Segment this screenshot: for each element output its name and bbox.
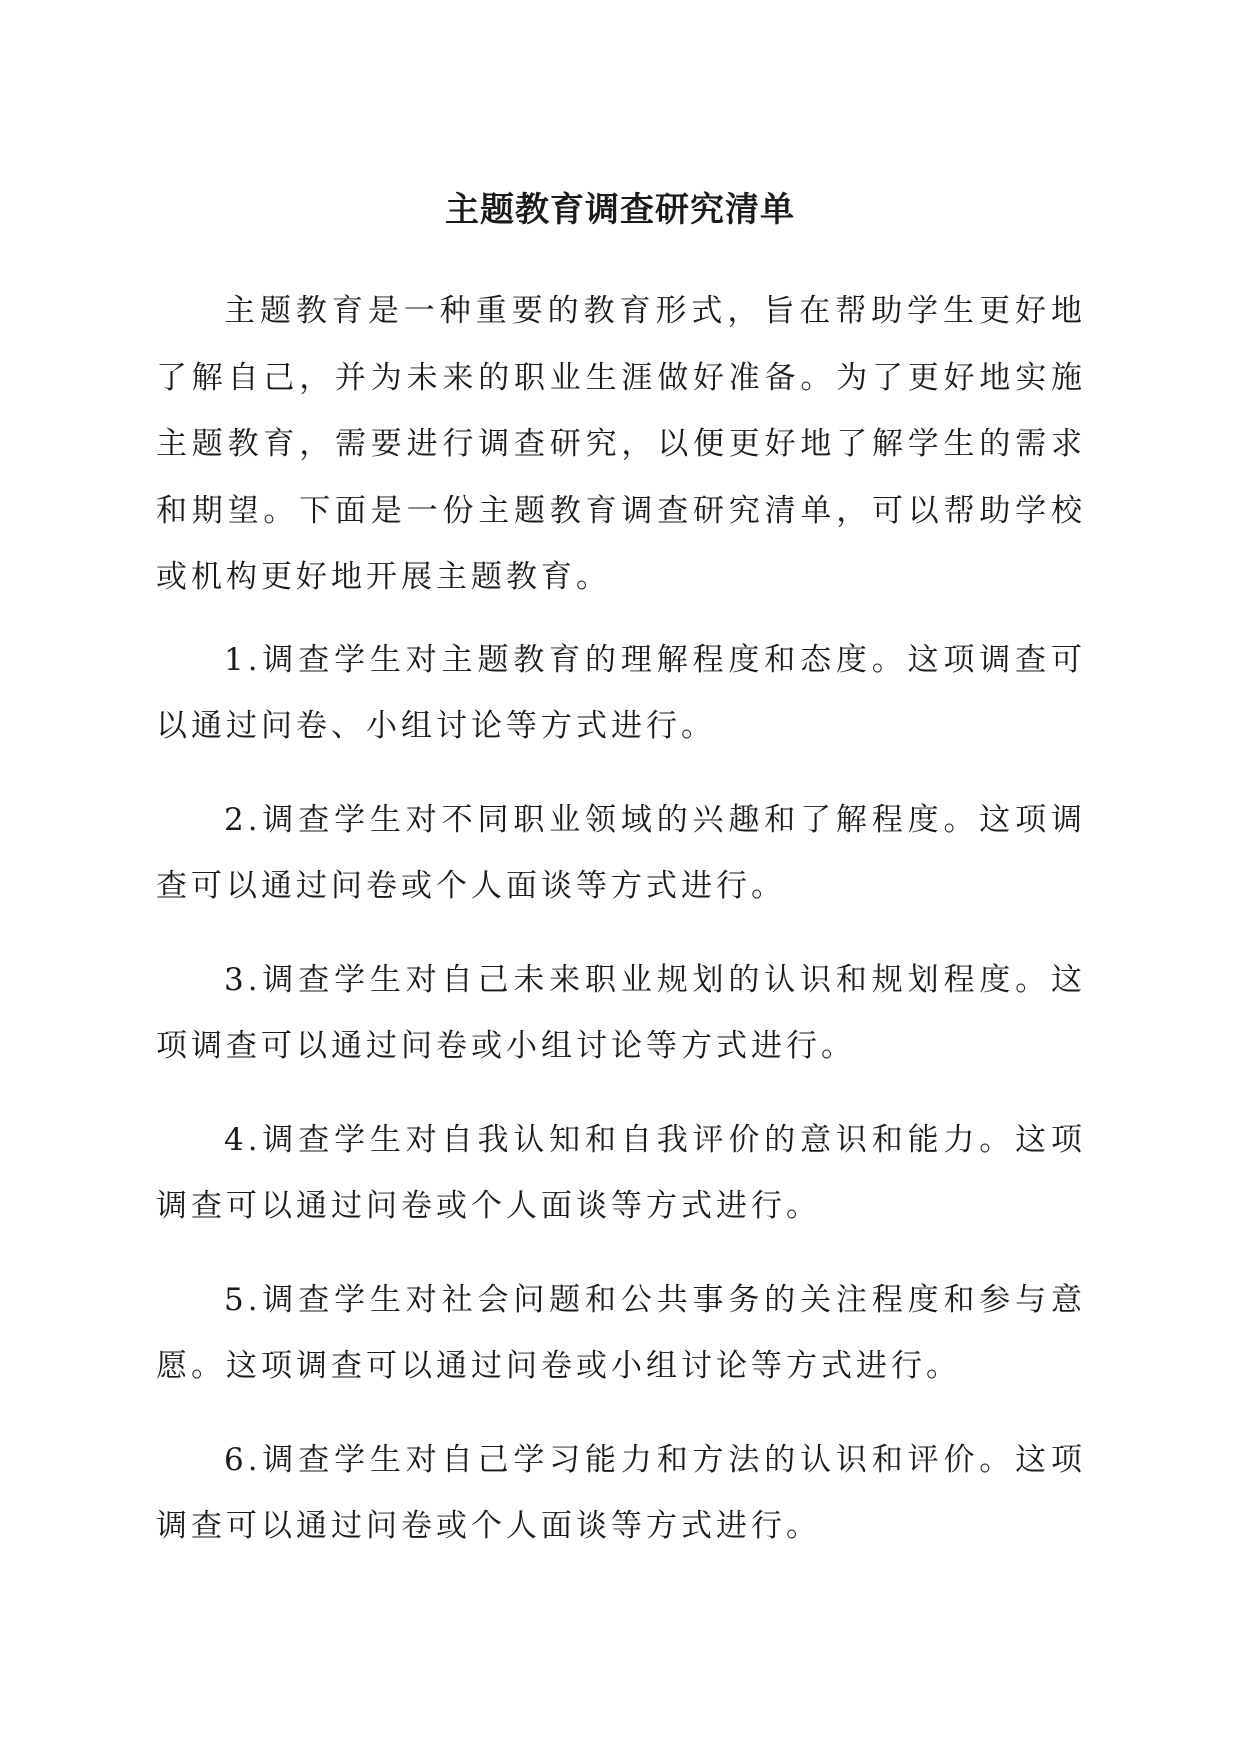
document-title: 主题教育调查研究清单 bbox=[445, 190, 795, 230]
list-item: 5.调查学生对社会问题和公共事务的关注程度和参与意愿。这项调查可以通过问卷或小组讨论等方式进行。 bbox=[156, 1282, 1086, 1384]
list-item: 3.调查学生对自己未来职业规划的认识和规划程度。这项调查可以通过问卷或小组讨论等方式进行。 bbox=[156, 962, 1086, 1064]
list-item: 4.调查学生对自我认知和自我评价的意识和能力。这项调查可以通过问卷或个人面谈等方式进行。 bbox=[156, 1122, 1086, 1224]
list-item: 2.调查学生对不同职业领域的兴趣和了解程度。这项调查可以通过问卷或个人面谈等方式进行。 bbox=[156, 802, 1086, 904]
list-item: 6.调查学生对自己学习能力和方法的认识和评价。这项调查可以通过问卷或个人面谈等方式进行。 bbox=[156, 1442, 1086, 1544]
list-item: 1.调查学生对主题教育的理解程度和态度。这项调查可以通过问卷、小组讨论等方式进行。 bbox=[156, 642, 1086, 744]
intro-paragraph: 主题教育是一种重要的教育形式，旨在帮助学生更好地了解自己，并为未来的职业生涯做好准备。为了更好地实施主题教育，需要进行调查研究，以便更好地了解学生的需求和期望。下面是一份主题教育调查研究清单，可以帮助学校或机构更好地开展主题教育。 bbox=[156, 293, 1086, 595]
